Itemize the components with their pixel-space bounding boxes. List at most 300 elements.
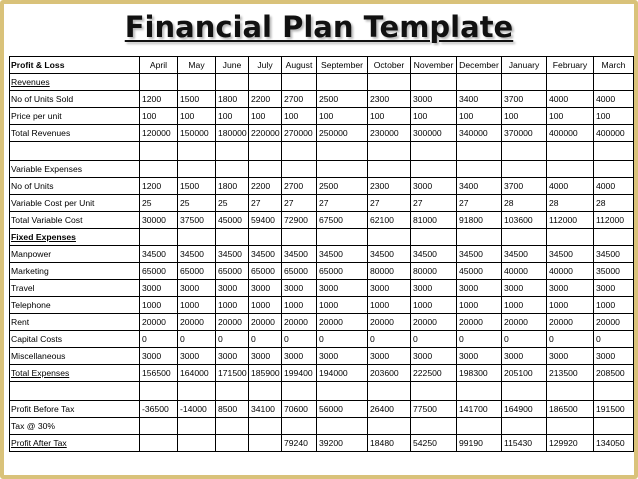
- table-cell: [317, 142, 368, 161]
- table-cell: 0: [282, 331, 317, 348]
- table-cell: 4000: [547, 91, 594, 108]
- month-header: March: [594, 57, 634, 74]
- table-cell: 3000: [140, 348, 178, 365]
- table-cell: 59400: [249, 212, 282, 229]
- table-cell: [368, 418, 411, 435]
- table-row: [10, 229, 634, 246]
- table-cell: 100: [178, 108, 216, 125]
- table-cell: [249, 74, 282, 91]
- table-cell: 80000: [368, 263, 411, 280]
- table-cell: 20000: [249, 314, 282, 331]
- table-cell: [282, 142, 317, 161]
- table-cell: [140, 435, 178, 452]
- table-cell: 340000: [457, 125, 502, 142]
- table-cell: 3000: [411, 178, 457, 195]
- table-cell: 28: [594, 195, 634, 212]
- table-cell: 20000: [140, 314, 178, 331]
- table-cell: 171500: [216, 365, 249, 382]
- row-label: [10, 142, 140, 161]
- table-cell: [282, 229, 317, 246]
- table-cell: 1000: [411, 297, 457, 314]
- table-cell: 2500: [317, 91, 368, 108]
- table-cell: 185900: [249, 365, 282, 382]
- table-cell: 3000: [368, 280, 411, 297]
- table-cell: 1200: [140, 178, 178, 195]
- table-cell: 198300: [457, 365, 502, 382]
- row-label: Marketing: [10, 263, 140, 280]
- table-cell: 2700: [282, 178, 317, 195]
- table-row: [10, 280, 634, 297]
- table-cell: 0: [317, 331, 368, 348]
- table-cell: [216, 382, 249, 401]
- month-header: February: [547, 57, 594, 74]
- table-row: [10, 382, 634, 401]
- table-cell: 3000: [178, 280, 216, 297]
- table-cell: [282, 74, 317, 91]
- table-cell: [411, 142, 457, 161]
- table-cell: 27: [249, 195, 282, 212]
- table-cell: 4000: [594, 91, 634, 108]
- table-cell: 300000: [411, 125, 457, 142]
- table-row: [10, 108, 634, 125]
- table-cell: [547, 161, 594, 178]
- table-cell: [594, 161, 634, 178]
- table-cell: [594, 382, 634, 401]
- table-cell: 2500: [317, 178, 368, 195]
- table-cell: 39200: [317, 435, 368, 452]
- table-row: [10, 348, 634, 365]
- table-cell: 4000: [547, 178, 594, 195]
- month-header: October: [368, 57, 411, 74]
- table-cell: 112000: [594, 212, 634, 229]
- table-cell: [368, 161, 411, 178]
- table-cell: 2300: [368, 178, 411, 195]
- table-cell: 3700: [502, 91, 547, 108]
- table-cell: [594, 74, 634, 91]
- table-cell: 34500: [411, 246, 457, 263]
- row-label: Revenues: [10, 74, 140, 91]
- table-cell: 186500: [547, 401, 594, 418]
- table-cell: 20000: [178, 314, 216, 331]
- table-cell: 3000: [282, 348, 317, 365]
- table-row: [10, 178, 634, 195]
- table-cell: 34500: [282, 246, 317, 263]
- table-cell: 34500: [594, 246, 634, 263]
- table-cell: 34500: [216, 246, 249, 263]
- row-label: Miscellaneous: [10, 348, 140, 365]
- table-cell: 27: [368, 195, 411, 212]
- table-cell: 3000: [547, 280, 594, 297]
- table-cell: 3000: [411, 348, 457, 365]
- table-cell: 0: [216, 331, 249, 348]
- table-cell: [216, 229, 249, 246]
- table-cell: 100: [140, 108, 178, 125]
- table-cell: 134050: [594, 435, 634, 452]
- row-label: Telephone: [10, 297, 140, 314]
- table-row: [10, 365, 634, 382]
- table-cell: 3000: [457, 348, 502, 365]
- table-cell: 3000: [282, 280, 317, 297]
- row-label: Rent: [10, 314, 140, 331]
- table-cell: 20000: [216, 314, 249, 331]
- table-cell: 129920: [547, 435, 594, 452]
- table-cell: 65000: [249, 263, 282, 280]
- table-cell: 3700: [502, 178, 547, 195]
- table-cell: 2300: [368, 91, 411, 108]
- table-cell: [282, 382, 317, 401]
- table-cell: 0: [502, 331, 547, 348]
- table-cell: 20000: [411, 314, 457, 331]
- table-cell: 3000: [249, 280, 282, 297]
- table-cell: [502, 418, 547, 435]
- table-cell: 20000: [282, 314, 317, 331]
- table-cell: 100: [502, 108, 547, 125]
- table-cell: 156500: [140, 365, 178, 382]
- financial-plan-table: [9, 56, 634, 452]
- table-cell: 3000: [249, 348, 282, 365]
- table-row: [10, 297, 634, 314]
- table-cell: 1000: [249, 297, 282, 314]
- table-cell: [502, 382, 547, 401]
- table-cell: [216, 74, 249, 91]
- table-cell: [249, 435, 282, 452]
- table-cell: 180000: [216, 125, 249, 142]
- table-row: [10, 263, 634, 280]
- table-cell: 1500: [178, 178, 216, 195]
- table-cell: [457, 382, 502, 401]
- table-cell: 1800: [216, 178, 249, 195]
- table-cell: 1200: [140, 91, 178, 108]
- table-cell: 20000: [502, 314, 547, 331]
- table-cell: [457, 74, 502, 91]
- table-cell: [249, 161, 282, 178]
- month-header: November: [411, 57, 457, 74]
- row-label: Manpower: [10, 246, 140, 263]
- table-cell: 25: [140, 195, 178, 212]
- table-row: [10, 331, 634, 348]
- table-cell: [140, 229, 178, 246]
- table-cell: [547, 418, 594, 435]
- table-cell: 25: [178, 195, 216, 212]
- table-cell: [140, 418, 178, 435]
- table-cell: [368, 74, 411, 91]
- table-cell: 65000: [282, 263, 317, 280]
- table-cell: 18480: [368, 435, 411, 452]
- table-cell: 91800: [457, 212, 502, 229]
- table-cell: 0: [457, 331, 502, 348]
- table-cell: 34500: [547, 246, 594, 263]
- row-label: Total Expenses: [10, 365, 140, 382]
- table-cell: [282, 418, 317, 435]
- table-cell: 0: [178, 331, 216, 348]
- table-cell: [317, 418, 368, 435]
- table-cell: 1000: [368, 297, 411, 314]
- table-cell: 65000: [216, 263, 249, 280]
- table-cell: 40000: [502, 263, 547, 280]
- table-cell: [368, 229, 411, 246]
- month-header: May: [178, 57, 216, 74]
- table-cell: [178, 435, 216, 452]
- table-cell: [216, 142, 249, 161]
- table-cell: [594, 418, 634, 435]
- table-cell: [140, 382, 178, 401]
- table-cell: 0: [140, 331, 178, 348]
- table-cell: 3000: [317, 280, 368, 297]
- table-cell: [594, 142, 634, 161]
- table-cell: 20000: [317, 314, 368, 331]
- month-header: September: [317, 57, 368, 74]
- month-header: August: [282, 57, 317, 74]
- table-cell: [178, 142, 216, 161]
- table-cell: 26400: [368, 401, 411, 418]
- table-cell: 2200: [249, 178, 282, 195]
- table-cell: 34500: [178, 246, 216, 263]
- row-label: Travel: [10, 280, 140, 297]
- table-cell: 8500: [216, 401, 249, 418]
- table-row: [10, 161, 634, 178]
- table-cell: 213500: [547, 365, 594, 382]
- table-cell: 103600: [502, 212, 547, 229]
- table-cell: 270000: [282, 125, 317, 142]
- table-cell: 20000: [547, 314, 594, 331]
- table-cell: 30000: [140, 212, 178, 229]
- table-cell: [317, 161, 368, 178]
- table-cell: [317, 382, 368, 401]
- table-cell: 28: [502, 195, 547, 212]
- table-cell: 79240: [282, 435, 317, 452]
- table-cell: [178, 382, 216, 401]
- table-cell: [594, 229, 634, 246]
- table-row: [10, 435, 634, 452]
- table-cell: 54250: [411, 435, 457, 452]
- table-cell: [457, 142, 502, 161]
- table-cell: -14000: [178, 401, 216, 418]
- month-header: January: [502, 57, 547, 74]
- table-cell: 27: [457, 195, 502, 212]
- table-cell: 1000: [502, 297, 547, 314]
- table-row: [10, 195, 634, 212]
- table-row: [10, 246, 634, 263]
- corner-label: Profit & Loss: [10, 57, 140, 74]
- table-cell: 250000: [317, 125, 368, 142]
- table-cell: [178, 229, 216, 246]
- table-cell: [547, 229, 594, 246]
- table-cell: 20000: [594, 314, 634, 331]
- table-cell: 199400: [282, 365, 317, 382]
- table-cell: 1000: [282, 297, 317, 314]
- table-cell: 34500: [140, 246, 178, 263]
- table-cell: 3000: [502, 348, 547, 365]
- table-cell: 3000: [178, 348, 216, 365]
- row-label: Fixed Expenses: [10, 229, 140, 246]
- table-cell: [457, 161, 502, 178]
- table-cell: 27: [317, 195, 368, 212]
- table-cell: 25: [216, 195, 249, 212]
- table-cell: 56000: [317, 401, 368, 418]
- table-cell: 0: [411, 331, 457, 348]
- table-row: [10, 91, 634, 108]
- table-cell: 0: [249, 331, 282, 348]
- table-cell: 34500: [502, 246, 547, 263]
- table-cell: [249, 382, 282, 401]
- table-cell: [502, 74, 547, 91]
- table-cell: 100: [249, 108, 282, 125]
- table-cell: 150000: [178, 125, 216, 142]
- table-cell: 208500: [594, 365, 634, 382]
- row-label: Profit Before Tax: [10, 401, 140, 418]
- table-cell: 3400: [457, 91, 502, 108]
- table-cell: [140, 74, 178, 91]
- table-cell: 203600: [368, 365, 411, 382]
- table-cell: 40000: [547, 263, 594, 280]
- table-cell: [547, 382, 594, 401]
- table-cell: 3000: [594, 348, 634, 365]
- table-cell: [178, 161, 216, 178]
- table-cell: -36500: [140, 401, 178, 418]
- row-label: No of Units Sold: [10, 91, 140, 108]
- table-cell: 81000: [411, 212, 457, 229]
- row-label: Capital Costs: [10, 331, 140, 348]
- table-cell: [411, 229, 457, 246]
- table-cell: [216, 418, 249, 435]
- table-cell: 3000: [216, 280, 249, 297]
- table-cell: [216, 435, 249, 452]
- row-label: No of Units: [10, 178, 140, 195]
- table-body: [10, 74, 634, 452]
- table-cell: 1500: [178, 91, 216, 108]
- table-cell: [317, 74, 368, 91]
- table-row: [10, 418, 634, 435]
- row-label: Total Revenues: [10, 125, 140, 142]
- table-cell: 100: [282, 108, 317, 125]
- table-cell: 27: [282, 195, 317, 212]
- month-header: July: [249, 57, 282, 74]
- table-cell: 0: [547, 331, 594, 348]
- table-cell: 99190: [457, 435, 502, 452]
- table-cell: [502, 161, 547, 178]
- table-cell: 230000: [368, 125, 411, 142]
- table-row: [10, 125, 634, 142]
- table-cell: 3000: [368, 348, 411, 365]
- table-cell: 1000: [178, 297, 216, 314]
- month-header: December: [457, 57, 502, 74]
- table-cell: 3000: [317, 348, 368, 365]
- table-cell: 141700: [457, 401, 502, 418]
- table-cell: 65000: [178, 263, 216, 280]
- table-cell: 100: [547, 108, 594, 125]
- table-cell: 115430: [502, 435, 547, 452]
- table-cell: 1000: [317, 297, 368, 314]
- table-cell: [140, 142, 178, 161]
- table-cell: 28: [547, 195, 594, 212]
- table-cell: 1000: [457, 297, 502, 314]
- table-cell: [457, 418, 502, 435]
- table-cell: 34500: [249, 246, 282, 263]
- table-cell: 3400: [457, 178, 502, 195]
- page-title: Financial Plan Template: [124, 10, 514, 44]
- table-cell: 112000: [547, 212, 594, 229]
- table-cell: [178, 74, 216, 91]
- table-cell: 37500: [178, 212, 216, 229]
- table-cell: [411, 161, 457, 178]
- table-cell: [249, 142, 282, 161]
- table-cell: 1000: [594, 297, 634, 314]
- month-header: April: [140, 57, 178, 74]
- table-cell: 222500: [411, 365, 457, 382]
- table-cell: [411, 74, 457, 91]
- table-cell: 65000: [140, 263, 178, 280]
- table-cell: 120000: [140, 125, 178, 142]
- title-container: [0, 10, 638, 44]
- table-row: [10, 401, 634, 418]
- table-cell: 70600: [282, 401, 317, 418]
- table-cell: 72900: [282, 212, 317, 229]
- row-label: Profit After Tax: [10, 435, 140, 452]
- table-cell: 45000: [216, 212, 249, 229]
- table-cell: 34500: [368, 246, 411, 263]
- table-cell: 0: [594, 331, 634, 348]
- table-cell: [368, 382, 411, 401]
- table-cell: 100: [317, 108, 368, 125]
- table-cell: [547, 74, 594, 91]
- table-cell: 27: [411, 195, 457, 212]
- table-cell: [216, 161, 249, 178]
- table-cell: 191500: [594, 401, 634, 418]
- table-cell: [140, 161, 178, 178]
- row-label: [10, 382, 140, 401]
- table-cell: 100: [216, 108, 249, 125]
- table-cell: [317, 229, 368, 246]
- row-label: Variable Expenses: [10, 161, 140, 178]
- table-cell: 3000: [457, 280, 502, 297]
- row-label: Variable Cost per Unit: [10, 195, 140, 212]
- table-cell: [249, 229, 282, 246]
- table-cell: 65000: [317, 263, 368, 280]
- table-row: [10, 212, 634, 229]
- table-cell: 164900: [502, 401, 547, 418]
- table-cell: 3000: [502, 280, 547, 297]
- table-cell: [368, 142, 411, 161]
- table-cell: 100: [411, 108, 457, 125]
- table-cell: 100: [368, 108, 411, 125]
- table-cell: 35000: [594, 263, 634, 280]
- table-cell: 3000: [411, 91, 457, 108]
- table-cell: 77500: [411, 401, 457, 418]
- table-cell: 34500: [457, 246, 502, 263]
- row-label: Tax @ 30%: [10, 418, 140, 435]
- table-cell: [282, 161, 317, 178]
- table-cell: 370000: [502, 125, 547, 142]
- row-label: Total Variable Cost: [10, 212, 140, 229]
- table-cell: 34100: [249, 401, 282, 418]
- table-cell: [249, 418, 282, 435]
- table-cell: 1000: [547, 297, 594, 314]
- table-cell: [502, 142, 547, 161]
- table-cell: 1000: [216, 297, 249, 314]
- table-cell: 400000: [547, 125, 594, 142]
- table-cell: 20000: [368, 314, 411, 331]
- table-row: [10, 314, 634, 331]
- table-cell: 67500: [317, 212, 368, 229]
- table-row: [10, 74, 634, 91]
- table-cell: 80000: [411, 263, 457, 280]
- table-cell: 62100: [368, 212, 411, 229]
- table-cell: 100: [594, 108, 634, 125]
- table-cell: 4000: [594, 178, 634, 195]
- table-row: [10, 142, 634, 161]
- table-header-row: [10, 57, 634, 74]
- table-cell: [457, 229, 502, 246]
